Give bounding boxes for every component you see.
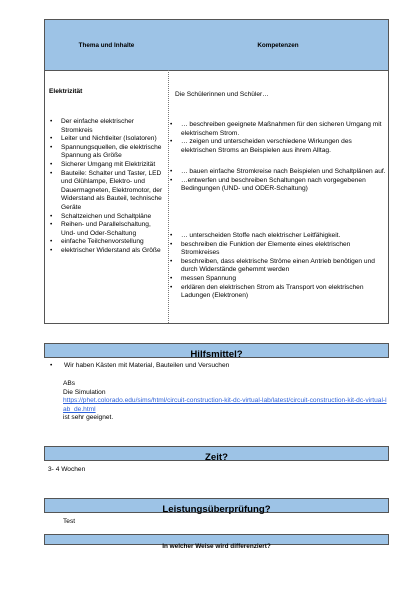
content-item: • Leiter und Nichtleiter (Isolatoren) [47, 135, 165, 144]
differenzierung-title: In welcher Weise wird differenziert? [162, 543, 271, 550]
competency-item: • beschreiben die Funktion der Elemente eines elektrischen Stromkreises [167, 241, 387, 258]
competency-item: • … beschreiben geeignete Maßnahmen für den sicheren Umgang mit elektrischem Strom. [167, 121, 387, 138]
leistung-title: Leistungsüberprüfung? [162, 504, 271, 515]
zeit-value: 3- 4 Wochen [48, 466, 86, 473]
hilfsmittel-details [63, 380, 388, 423]
differenzierung-heading [44, 534, 389, 550]
zeit-title: Zeit? [205, 452, 228, 463]
leistung-heading [44, 498, 389, 513]
header-competencies-label: Kompetenzen [257, 42, 299, 49]
simulation-note: ist sehr geeignet. [63, 414, 114, 422]
hilfsmittel-text: Wir haben Kästen mit Material, Bauteilen und Versuchen [64, 362, 230, 369]
content-item: • Der einfache elektrischer Stromkreis [47, 118, 165, 135]
curriculum-table [44, 19, 389, 324]
content-item: • Bauteile: Schalter und Taster, LED und Glühlampe, Elektro- und Dauermagneten, Elektromotor, der Widerstand als Bauteil, technische Geräte [47, 170, 165, 213]
content-item: • elektrischer Widerstand als Größe [47, 247, 165, 256]
content-list [47, 118, 165, 256]
competency-item: • beschreiben, dass elektrische Ströme einen Antrieb benötigen und durch Widerstände gehemmt werden [167, 258, 387, 275]
simulation-label: Die Simulation [63, 388, 106, 396]
simulation-link[interactable]: https://phet.colorado.edu/sims/html/circuit-construction-kit-dc-virtual-lab/latest/circuit-construction-kit-dc-virtual-lab_de.html [63, 397, 387, 413]
hilfsmittel-title: Hilfsmittel? [190, 349, 243, 360]
competency-item: • erklären den elektrischen Strom als Transport von elektrischen Ladungen (Elektronen) [167, 284, 387, 301]
competency-group-2 [167, 168, 387, 194]
competency-item: • …entwerfen und beschreiben Schaltungen nach vorgegebenen Bedingungen (UND- und ODER-Schaltung) [167, 177, 387, 194]
competency-group-1 [167, 121, 387, 155]
competency-group-3 [167, 232, 387, 301]
hilfsmittel-heading [44, 343, 389, 358]
content-item: • einfache Teilchenvorstellung [47, 238, 165, 247]
header-topics-label: Thema und Inhalte [78, 42, 135, 49]
header-topics [45, 20, 169, 71]
abs-label: ABs [63, 380, 76, 387]
content-item: • Spannungsquellen, die elektrische Spannung als Größe [47, 144, 165, 161]
competency-item: • … zeigen und unterscheiden verschiedene Wirkungen des elektrischen Stroms an Beispielen aus ihrem Alltag. [167, 138, 387, 155]
zeit-heading [44, 446, 389, 461]
competency-item: • messen Spannung [167, 275, 387, 284]
topic-title: Elektrizität [49, 88, 83, 95]
content-item: • Reihen- und Parallelschaltung, Und- und Oder-Schaltung [47, 221, 165, 238]
content-item: • Sicherer Umgang mit Elektrizität [47, 161, 165, 170]
content-item: • Schaltzeichen und Schaltpläne [47, 213, 165, 222]
header-competencies [168, 20, 388, 71]
bullet-icon: • [50, 362, 53, 369]
competency-item: • … unterscheiden Stoffe nach elektrischer Leitfähigkeit. [167, 232, 387, 241]
leistung-value: Test [63, 518, 76, 525]
competency-item: • … bauen einfache Stromkreise nach Beispielen und Schaltplänen auf. [167, 168, 387, 177]
competencies-intro: Die Schülerinnen und Schüler… [175, 91, 269, 98]
